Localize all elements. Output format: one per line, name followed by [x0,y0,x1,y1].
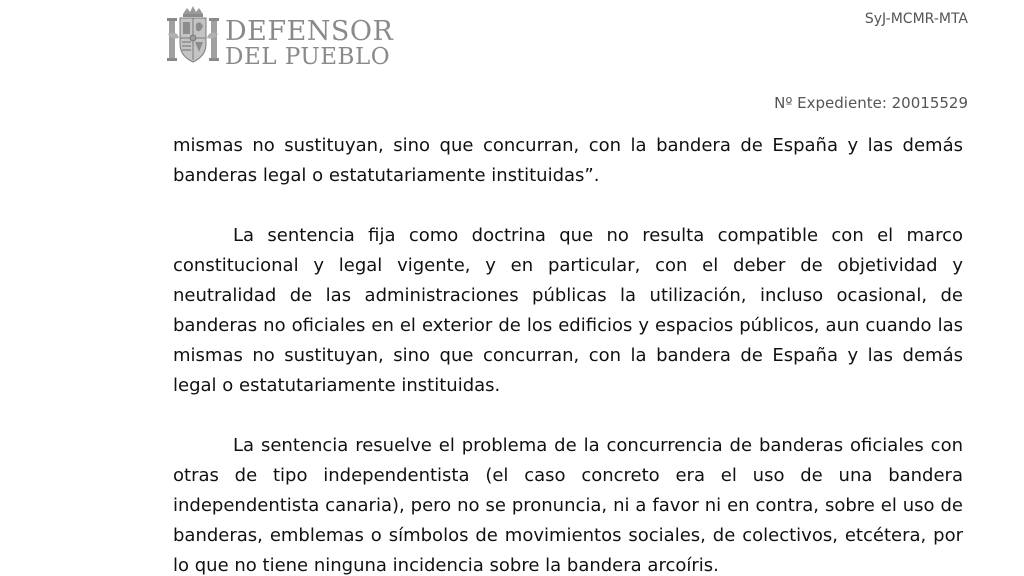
defensor-del-pueblo-logo [165,4,393,69]
document-body [173,131,963,576]
expediente-number: Nº Expediente: 20015529 [774,94,968,112]
paragraph-gap [173,401,963,431]
logo-line-del-pueblo: DEL PUEBLO [225,44,391,70]
logo-line-defensor: DEFENSOR [225,16,394,47]
paragraph-gap [173,191,963,221]
coat-of-arms-icon [165,4,221,68]
reference-code: SyJ-MCMR-MTA [864,11,968,27]
paragraph-resolution: La sentencia resuelve el problema de la concurrencia de banderas oficiales con otras de tipo independentista (el caso concreto era el uso de una bandera independentista canaria), pero no se pronuncia, ni a favor ni en contra, sobre el uso de banderas, emblemas o símbolos de movimientos sociales, de colectivos, etcétera, por lo que no tiene ninguna incidencia sobre la bandera arcoíris. [173,435,963,576]
paragraph-doctrine: La sentencia fija como doctrina que no resulta compatible con el marco constitucional y legal vigente, y en particular, con el deber de objetividad y neutralidad de las administraciones públicas la utilización, incluso ocasional, de banderas no oficiales en el exterior de los edificios y espacios públicos, aun cuando las mismas no sustituyan, sino que concurran, con la bandera de España y las demás legal o estatutariamente instituidas. [173,225,963,396]
paragraph-continuation: mismas no sustituyan, sino que concurran, con la bandera de España y las demás banderas legal o estatutariamente instituidas”. [173,135,963,186]
logo-wordmark [225,18,393,69]
